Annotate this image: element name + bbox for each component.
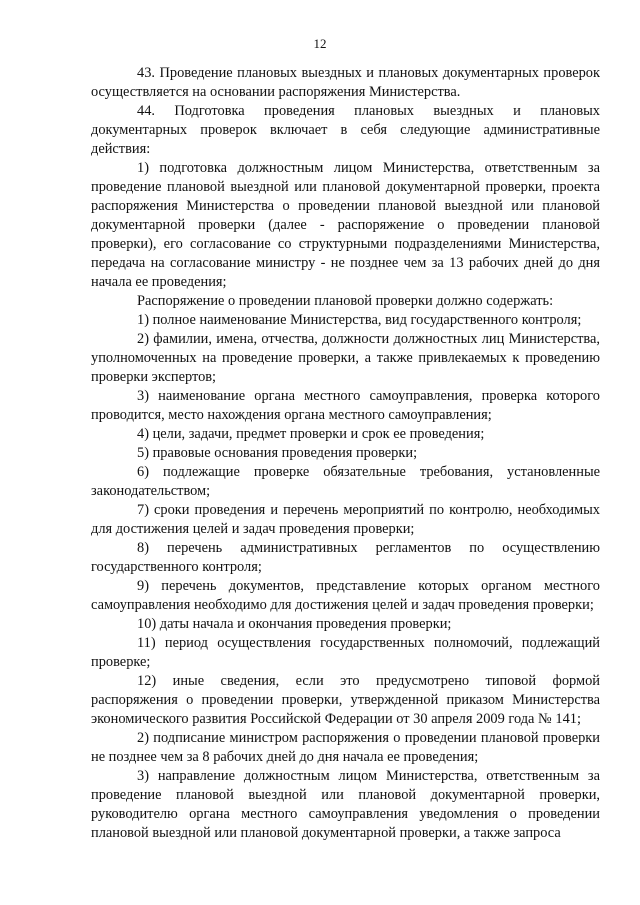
paragraph-43: 43. Проведение плановых выездных и плановых документарных проверок осуществляется на основании распоряжения Министерства.	[91, 65, 600, 100]
order-item-1: 1) полное наименование Министерства, вид государственного контроля;	[137, 312, 582, 328]
order-item-11: 11) период осуществления государственных полномочий, подлежащий проверке;	[91, 635, 600, 670]
paragraph-44: 44. Подготовка проведения плановых выездных и плановых документарных проверок включает в себя следующие административные действия:	[91, 103, 600, 157]
action-item-2: 2) подписание министром распоряжения о проведении плановой проверки не позднее чем за 8 рабочих дней до дня начала ее проведения;	[91, 730, 600, 765]
order-item-4: 4) цели, задачи, предмет проверки и срок ее проведения;	[137, 426, 485, 442]
order-contents-intro: Распоряжение о проведении плановой проверки должно содержать:	[137, 293, 554, 309]
order-item-5: 5) правовые основания проведения проверки;	[137, 445, 418, 461]
order-item-10: 10) даты начала и окончания проведения проверки;	[137, 616, 452, 632]
order-item-6: 6) подлежащие проверке обязательные требования, установленные законодательством;	[91, 464, 600, 499]
action-item-3: 3) направление должностным лицом Министерства, ответственным за проведение плановой выездной или плановой документарной проверки, руководителю органа местного самоуправления уведомления о проведении плановой выездной или плановой документарной проверки, а также запроса	[91, 768, 600, 841]
order-item-3: 3) наименование органа местного самоуправления, проверка которого проводится, место нахождения органа местного самоуправления;	[91, 388, 600, 423]
order-item-7: 7) сроки проведения и перечень мероприятий по контролю, необходимых для достижения целей и задач проведения проверки;	[91, 502, 600, 537]
action-item-1: 1) подготовка должностным лицом Министерства, ответственным за проведение плановой выездной или плановой документарной проверки, проекта распоряжения Министерства о проведении плановой выездной или плановой документарной проверки (далее - распоряжение о проведении плановой проверки), его согласование со структурными подразделениями Министерства, передача на согласование министру - не позднее чем за 13 рабочих дней до дня начала ее проведения;	[91, 160, 600, 290]
document-body	[91, 64, 600, 843]
page-number: 12	[313, 36, 327, 51]
order-item-9: 9) перечень документов, представление которых органом местного самоуправления необходимо для достижения целей и задач проведения проверки;	[91, 578, 600, 613]
order-item-12: 12) иные сведения, если это предусмотрено типовой формой распоряжения о проведении проверки, утвержденной приказом Министерства экономического развития Российской Федерации от 30 апреля 2009 года № 141;	[91, 673, 600, 727]
order-item-8: 8) перечень административных регламентов по осуществлению государственного контроля;	[91, 540, 600, 575]
order-item-2: 2) фамилии, имена, отчества, должности должностных лиц Министерства, уполномоченных на проведение проверки, а также привлекаемых к проведению проверки экспертов;	[91, 331, 600, 385]
